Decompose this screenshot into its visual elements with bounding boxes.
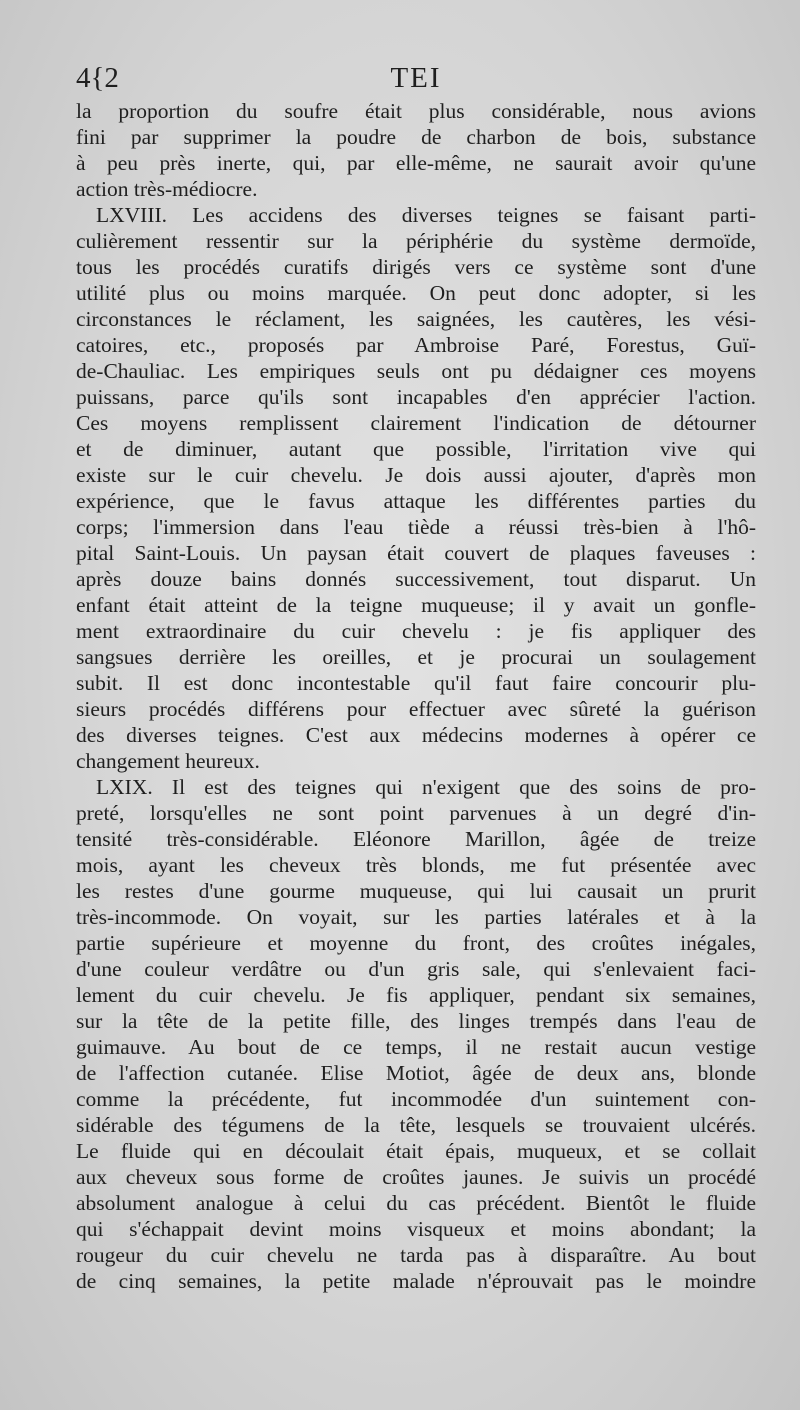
text-line: LXVIII. Les accidens des diverses teignes se faisant parti-: [96, 203, 756, 227]
text-line: les restes d'une gourme muqueuse, qui lui causait un prurit: [76, 879, 756, 903]
text-line: preté, lorsqu'elles ne sont point parvenues à un degré d'in-: [76, 801, 756, 825]
text-line: de-Chauliac. Les empiriques seuls ont pu dédaigner ces moyens: [76, 359, 756, 383]
text-line: enfant était atteint de la teigne muqueuse; il y avait un gonfle-: [76, 593, 756, 617]
text-line: très-incommode. On voyait, sur les parties latérales et à la: [76, 905, 756, 929]
page-header: [76, 62, 756, 102]
text-line: aux cheveux sous forme de croûtes jaunes. Je suivis un procédé: [76, 1165, 756, 1189]
text-line: Ces moyens remplissent clairement l'indication de détourner: [76, 411, 756, 435]
text-line: expérience, que le favus attaque les différentes parties du: [76, 489, 756, 513]
text-line: qui s'échappait devint moins visqueux et moins abondant; la: [76, 1217, 756, 1241]
text-line: action très-médiocre.: [76, 177, 258, 201]
text-line: puissans, parce qu'ils sont incapables d'en apprécier l'action.: [76, 385, 756, 409]
text-line: mois, ayant les cheveux très blonds, me fut présentée avec: [76, 853, 756, 877]
text-line: guimauve. Au bout de ce temps, il ne restait aucun vestige: [76, 1035, 756, 1059]
text-line: comme la précédente, fut incommodée d'un suintement con-: [76, 1087, 756, 1111]
text-line: de l'affection cutanée. Elise Motiot, âgée de deux ans, blonde: [76, 1061, 756, 1085]
text-line: changement heureux.: [76, 749, 260, 773]
text-line: des diverses teignes. C'est aux médecins modernes à opérer ce: [76, 723, 756, 747]
running-head: TEI: [390, 62, 442, 94]
text-line: sieurs procédés différens pour effectuer avec sûreté la guérison: [76, 697, 756, 721]
text-line: pital Saint-Louis. Un paysan était couvert de plaques faveuses :: [76, 541, 756, 565]
text-line: catoires, etc., proposés par Ambroise Paré, Forestus, Guï-: [76, 333, 756, 357]
text-line: culièrement ressentir sur la périphérie du système dermoïde,: [76, 229, 756, 253]
text-line: après douze bains donnés successivement, tout disparut. Un: [76, 567, 756, 591]
text-line: partie supérieure et moyenne du front, des croûtes inégales,: [76, 931, 756, 955]
text-line: absolument analogue à celui du cas précédent. Bientôt le fluide: [76, 1191, 756, 1215]
text-line: subit. Il est donc incontestable qu'il faut faire concourir plu-: [76, 671, 756, 695]
text-line: fini par supprimer la poudre de charbon de bois, substance: [76, 125, 756, 149]
text-line: Le fluide qui en découlait était épais, muqueux, et se collait: [76, 1139, 756, 1163]
text-line: de cinq semaines, la petite malade n'éprouvait pas le moindre: [76, 1269, 756, 1293]
text-line: tensité très-considérable. Eléonore Marillon, âgée de treize: [76, 827, 756, 851]
text-line: d'une couleur verdâtre ou d'un gris sale, qui s'enlevaient faci-: [76, 957, 756, 981]
text-line: existe sur le cuir chevelu. Je dois aussi ajouter, d'après mon: [76, 463, 756, 487]
text-line: et de diminuer, autant que possible, l'irritation vive qui: [76, 437, 756, 461]
text-line: corps; l'immersion dans l'eau tiède a réussi très-bien à l'hô-: [76, 515, 756, 539]
text-line: sidérable des tégumens de la tête, lesquels se trouvaient ulcérés.: [76, 1113, 756, 1137]
text-line: lement du cuir chevelu. Je fis appliquer, pendant six semaines,: [76, 983, 756, 1007]
page-number: 4{2: [76, 62, 119, 94]
text-line: utilité plus ou moins marquée. On peut donc adopter, si les: [76, 281, 756, 305]
text-line: à peu près inerte, qui, par elle-même, ne saurait avoir qu'une: [76, 151, 756, 175]
text-line: ment extraordinaire du cuir chevelu : je fis appliquer des: [76, 619, 756, 643]
text-line: LXIX. Il est des teignes qui n'exigent que des soins de pro-: [96, 775, 756, 799]
body-text: [76, 98, 756, 1294]
text-line: rougeur du cuir chevelu ne tarda pas à disparaître. Au bout: [76, 1243, 756, 1267]
text-line: la proportion du soufre était plus considérable, nous avions: [76, 99, 756, 123]
text-line: tous les procédés curatifs dirigés vers ce système sont d'une: [76, 255, 756, 279]
text-line: sangsues derrière les oreilles, et je procurai un soulagement: [76, 645, 756, 669]
text-line: sur la tête de la petite fille, des linges trempés dans l'eau de: [76, 1009, 756, 1033]
text-line: circonstances le réclament, les saignées, les cautères, les vési-: [76, 307, 756, 331]
